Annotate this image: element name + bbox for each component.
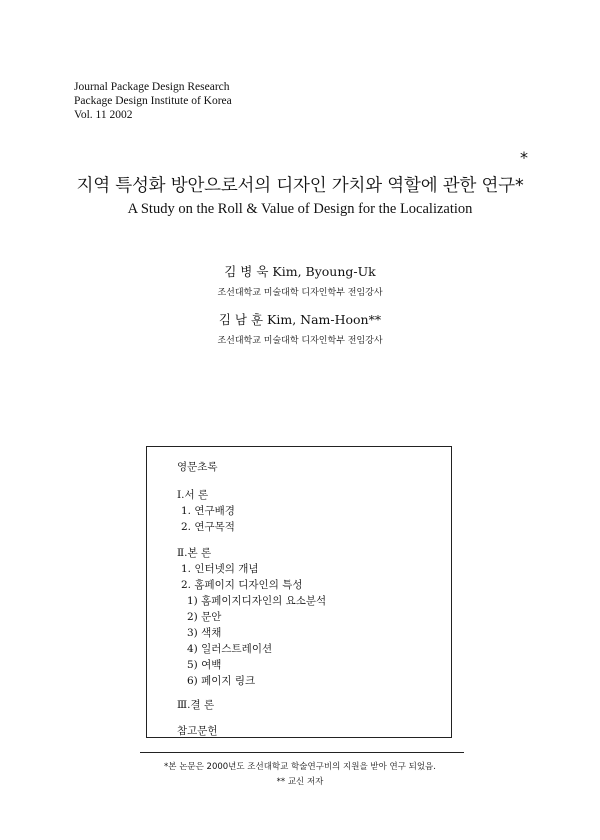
toc-section-body: Ⅱ.본 론 xyxy=(177,547,212,559)
toc-subitem: 6) 페이지 링크 xyxy=(187,675,256,687)
toc-subitem: 3) 색채 xyxy=(187,627,222,639)
author-name: 김 남 훈 Kim, Nam-Hoon** xyxy=(218,312,382,327)
toc-references: 참고문헌 xyxy=(177,725,218,737)
footnote-corresponding-author: ** 교신 저자 xyxy=(276,777,324,787)
title-footnote-mark: * xyxy=(520,148,528,167)
author-affiliation: 조선대학교 미술대학 디자인학부 전임강사 xyxy=(217,336,383,346)
paper-title-korean: 지역 특성화 방안으로서의 디자인 가치와 역할에 관한 연구* xyxy=(76,176,524,196)
journal-publisher: Package Design Institute of Korea xyxy=(74,95,232,107)
footnote-funding: *본 논문은 2000년도 조선대학교 학술연구비의 지원을 받아 연구 되었음. xyxy=(164,762,436,772)
toc-section-intro: Ⅰ.서 론 xyxy=(177,489,209,501)
author-affiliation: 조선대학교 미술대학 디자인학부 전임강사 xyxy=(217,288,383,298)
author-name: 김 병 욱 Kim, Byoung-Uk xyxy=(224,264,376,279)
toc-item: 2. 연구목적 xyxy=(181,521,235,533)
toc-item: 2. 홈페이지 디자인의 특성 xyxy=(181,579,303,591)
toc-subitem: 5) 여백 xyxy=(187,659,222,671)
toc-section-conclusion: Ⅲ.결 론 xyxy=(177,699,215,711)
table-of-contents xyxy=(146,446,452,738)
toc-item: 1. 연구배경 xyxy=(181,505,235,517)
toc-subitem: 1) 홈페이지디자인의 요소분석 xyxy=(187,595,327,607)
journal-header xyxy=(74,80,232,122)
journal-volume: Vol. 11 2002 xyxy=(74,109,133,121)
journal-name: Journal Package Design Research xyxy=(74,81,230,93)
toc-subitem: 2) 문안 xyxy=(187,611,222,623)
toc-subitem: 4) 일러스트레이션 xyxy=(187,643,273,655)
footnote-divider xyxy=(140,752,464,753)
paper-title-english: A Study on the Roll & Value of Design for the Localization xyxy=(127,201,473,217)
toc-abstract: 영문초록 xyxy=(177,461,218,473)
author-block xyxy=(0,310,600,346)
toc-item: 1. 인터넷의 개념 xyxy=(181,563,259,575)
author-block xyxy=(0,262,600,298)
